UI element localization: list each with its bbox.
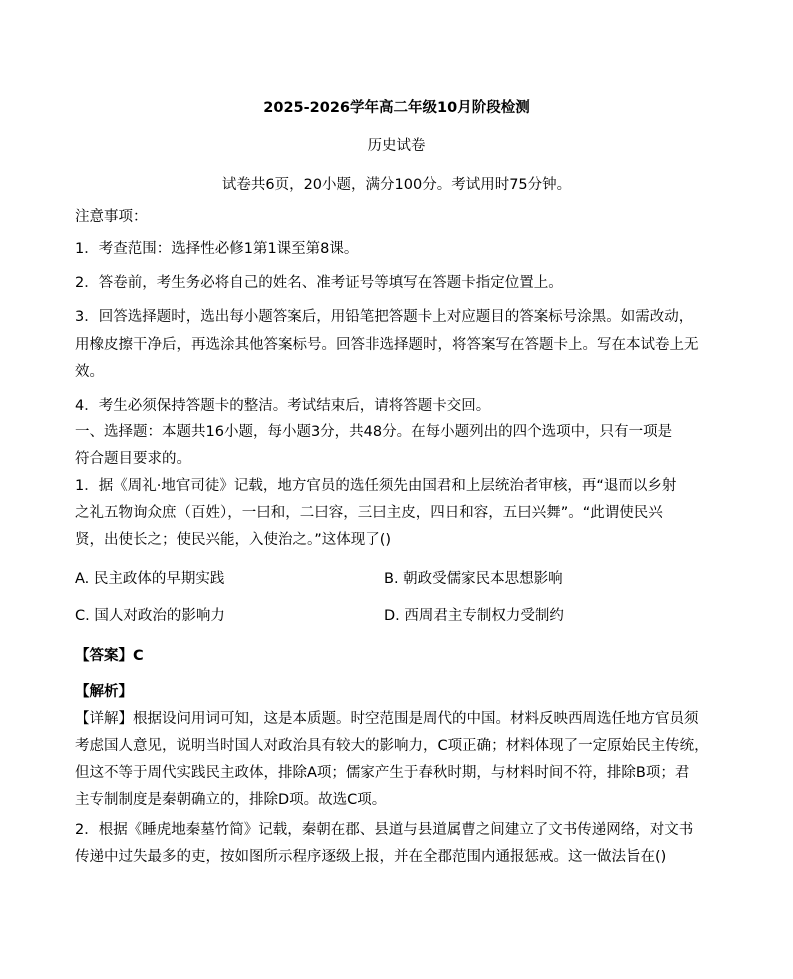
question-2-stem-line-2: 传递中过失最多的吏，按如图所示程序逐级上报，并在全郡范围内通报惩戒。这一做法旨在() (75, 849, 667, 865)
notice-item-3-line-1: 3．回答选择题时，选出每小题答案后，用铅笔把答题卡上对应题目的答案标号涂黑。如需改动， (75, 309, 694, 325)
question-1-detail-line-3: 但这不等于周代实践民主政体，排除A项；儒家产生于春秋时期，与材料时间不符，排除B项；君 (75, 765, 690, 781)
notice-item-2: 2．答卷前，考生务必将自己的姓名、准考证号等填写在答题卡指定位置上。 (75, 275, 563, 291)
exam-title: 2025-2026学年高二年级10月阶段检测 (263, 100, 530, 116)
exam-info: 试卷共6页，20小题，满分100分。考试用时75分钟。 (221, 177, 572, 193)
question-1-detail-line-1: 【详解】根据设问用词可知，这是本质题。时空范围是周代的中国。材料反映西周选任地方官员须 (75, 711, 699, 727)
question-1-option-c: C. 国人对政治的影响力 (75, 608, 225, 624)
notice-item-3-line-3: 效。 (75, 364, 104, 380)
question-1-option-a: A. 民主政体的早期实践 (75, 571, 225, 587)
notice-heading: 注意事项： (75, 209, 148, 225)
exam-subject: 历史试卷 (367, 138, 426, 154)
notice-item-4: 4．考生必须保持答题卡的整洁。考试结束后，请将答题卡交回。 (75, 398, 491, 414)
question-1-answer: 【答案】C (75, 648, 144, 664)
question-1-analysis-label: 【解析】 (75, 684, 133, 700)
notice-item-3-line-2: 用橡皮擦干净后，再选涂其他答案标号。回答非选择题时，将答案写在答题卡上。写在本试卷上无 (75, 337, 699, 353)
question-1-stem-line-3: 贤，出使长之；使民兴能，入使治之。”这体现了() (75, 532, 392, 548)
question-1-detail-line-4: 主专制制度是秦朝确立的，排除D项。故选C项。 (75, 792, 387, 808)
question-1-option-d: D. 西周君主专制权力受制约 (384, 608, 564, 624)
question-1-stem-line-2: 之礼五物询众庶（百姓），一曰和，二曰容，三曰主皮，四日和容，五曰兴舞”。“此谓使民兴 (75, 505, 663, 521)
question-1-option-b: B. 朝政受儒家民本思想影响 (384, 571, 563, 587)
section-heading-line-1: 一、选择题：本题共16小题，每小题3分，共48分。在每小题列出的四个选项中，只有一项是 (75, 424, 673, 440)
section-heading-line-2: 符合题目要求的。 (75, 451, 191, 467)
question-2-stem-line-1: 2．根据《睡虎地秦墓竹简》记载，秦朝在郡、县道与县道属曹之间建立了文书传递网络，对文书 (75, 822, 694, 838)
question-1-detail-line-2: 考虑国人意见，说明当时国人对政治具有较大的影响力，C项正确；材料体现了一定原始民主传统， (75, 738, 709, 754)
notice-item-1: 1．考查范围：选择性必修1第1课至第8课。 (75, 241, 359, 257)
question-1-stem-line-1: 1．据《周礼·地官司徒》记载，地方官员的选任须先由国君和上层统治者审核，再“退而以乡射 (75, 478, 677, 494)
